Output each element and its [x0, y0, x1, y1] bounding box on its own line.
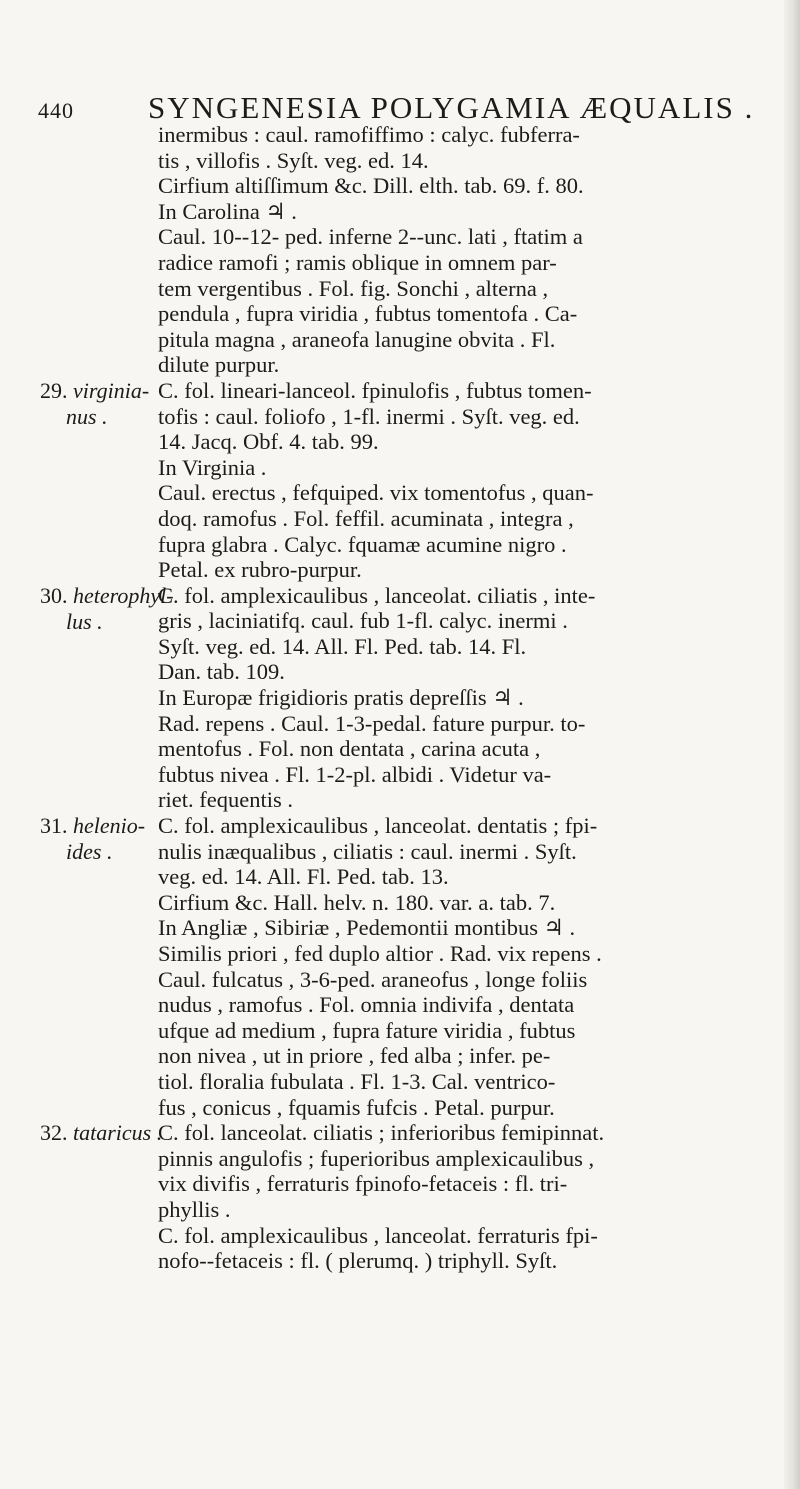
species-entry: [40, 583, 780, 813]
species-entry: [40, 1223, 780, 1274]
text-line: Dan. tab. 109.: [158, 659, 285, 685]
species-name: tataricus .: [67, 1120, 163, 1146]
species-entry: [40, 378, 780, 583]
text-line: ufque ad medium , fupra fature viridia , fubtus: [158, 1017, 576, 1043]
text-line: C. fol. lanceolat. ciliatis ; inferioribus femipinnat.: [158, 1120, 605, 1146]
text-line: mentofus . Fol. non dentata , carina acuta ,: [158, 736, 541, 762]
species-description: [158, 1223, 780, 1274]
text-line: inermibus : caul. ramofiffimo : calyc. fubferra-: [158, 122, 580, 147]
species-name: nus .: [66, 403, 108, 429]
species-label: [40, 1120, 163, 1222]
species-name: helenio-: [67, 813, 146, 839]
species-description: [158, 1120, 780, 1222]
species-label: [40, 582, 174, 813]
text-line: riet. fequentis .: [158, 787, 293, 813]
species-label: [40, 378, 158, 583]
text-line: Similis priori , fed duplo altior . Rad. vix repens .: [158, 941, 602, 966]
species-number: 31.: [40, 813, 68, 839]
species-number: 32.: [40, 1120, 68, 1146]
text-line: In Carolina ♃ .: [158, 198, 297, 224]
text-line: fus , conicus , fquamis fufcis . Petal. purpur.: [158, 1094, 555, 1120]
species-entry: [40, 813, 780, 1120]
text-line: nudus , ramofus . Fol. omnia indivifa , dentata: [158, 992, 575, 1018]
text-line: Cirfium &c. Hall. helv. n. 180. var. a. tab. 7.: [158, 889, 556, 915]
text-line: Caul. fulcatus , 3-6-ped. araneofus , longe foliis: [158, 966, 588, 992]
text-line: tis , villofis . Syſt. veg. ed. 14.: [158, 147, 429, 173]
text-line: C. fol. amplexicaulibus , lanceolat. ferraturis fpi-: [158, 1222, 598, 1248]
text-line: radice ramofi ; ramis oblique in omnem par-: [158, 249, 557, 275]
text-line: tofis : caul. foliofo , 1-fl. inermi . Syſt. veg. ed.: [158, 403, 580, 429]
page-edge: [784, 0, 800, 1489]
species-label: [40, 1223, 158, 1274]
text-line: Rad. repens . Caul. 1-3-pedal. fature purpur. to-: [158, 710, 586, 736]
text-line: C. fol. lineari-lanceol. fpinulofis , fubtus tomen-: [158, 377, 592, 403]
text-line: fupra glabra . Calyc. fquamæ acumine nigro .: [158, 531, 567, 557]
page-body: [40, 122, 780, 1274]
species-name: heterophyl-: [67, 582, 174, 608]
species-number: 30.: [40, 582, 68, 608]
text-line: Caul. 10--12- ped. inferne 2--unc. lati , ftatim a: [158, 224, 583, 250]
text-line: tem vergentibus . Fol. fig. Sonchi , alterna ,: [158, 275, 549, 301]
species-entry: [40, 1120, 780, 1222]
species-name: ides .: [66, 839, 113, 865]
species-description: [158, 813, 780, 1120]
species-description: [158, 122, 780, 378]
text-line: Petal. ex rubro-purpur.: [158, 557, 362, 583]
species-entry: [40, 122, 780, 378]
species-label: [40, 122, 158, 378]
text-line: nofo--fetaceis : fl. ( plerumq. ) triphyll. Syſt.: [158, 1248, 558, 1274]
text-line: C. fol. amplexicaulibus , lanceolat. dentatis ; fpi-: [158, 813, 598, 839]
species-name: lus .: [66, 608, 103, 634]
page-number: 440: [38, 98, 74, 123]
text-line: Cirfium altiſſimum &c. Dill. elth. tab. 69. f. 80.: [158, 173, 584, 199]
text-line: phyllis .: [158, 1196, 231, 1222]
species-description: [158, 583, 780, 813]
species-label: [40, 813, 158, 1120]
text-line: pendula , fupra viridia , fubtus tomentofa . Ca-: [158, 301, 578, 327]
running-title: SYNGENESIA POLYGAMIA ÆQUALIS .: [148, 90, 755, 125]
text-line: Caul. erectus , fefquiped. vix tomentofus , quan-: [158, 480, 594, 506]
text-line: dilute purpur.: [158, 352, 280, 378]
text-line: gris , laciniatifq. caul. fub 1-fl. calyc. inermi .: [158, 608, 568, 634]
text-line: tiol. floralia fubulata . Fl. 1-3. Cal. ventrico-: [158, 1068, 556, 1094]
text-line: non nivea , ut in priore , fed alba ; infer. pe-: [158, 1043, 551, 1069]
text-line: 14. Jacq. Obf. 4. tab. 99.: [158, 429, 379, 455]
text-line: veg. ed. 14. All. Fl. Ped. tab. 13.: [158, 864, 449, 890]
text-line: Syſt. veg. ed. 14. All. Fl. Ped. tab. 14. Fl.: [158, 633, 527, 659]
text-line: pitula magna , araneofa lanugine obvita . Fl.: [158, 326, 556, 352]
species-number: 29.: [40, 377, 68, 403]
species-description: [158, 378, 780, 583]
text-line: C. fol. amplexicaulibus , lanceolat. ciliatis , inte-: [158, 582, 596, 608]
text-line: vix divifis , ferraturis fpinofo-fetaceis : fl. tri-: [158, 1171, 568, 1197]
text-line: In Angliæ , Sibiriæ , Pedemontii montibus ♃ .: [158, 915, 576, 941]
text-line: In Europæ frigidioris pratis depreſſis ♃ .: [158, 685, 524, 711]
text-line: nulis inæqualibus , ciliatis : caul. inermi . Syſt.: [158, 838, 577, 864]
text-line: pinnis angulofis ; fuperioribus amplexicaulibus ,: [158, 1145, 595, 1171]
text-line: doq. ramofus . Fol. feffil. acuminata , integra ,: [158, 505, 574, 531]
text-line: In Virginia .: [158, 454, 267, 480]
species-name: virginia-: [67, 377, 150, 403]
text-line: fubtus nivea . Fl. 1-2-pl. albidi . Videtur va-: [158, 761, 552, 787]
